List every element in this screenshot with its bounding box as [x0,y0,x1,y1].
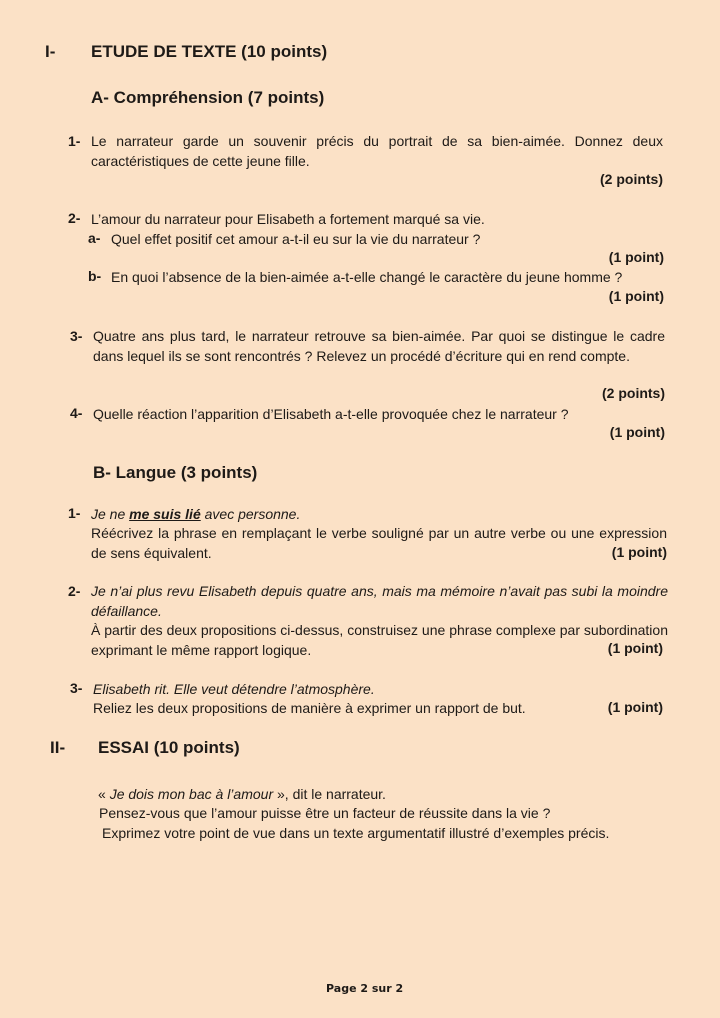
essay-quote: Je dois mon bac à l’amour [109,786,274,802]
essay-quote-open: « [98,786,110,802]
b-q1-points: (1 point) [611,544,667,560]
b-q1-number: 1- [68,505,81,521]
a-q2b-label: b- [88,268,102,284]
part-a-title: A- Compréhension (7 points) [91,88,325,107]
essay-instruction: Exprimez votre point de vue dans un texte argumentatif illustré d’exemples précis. [102,825,610,841]
essay-quote-close: », dit le narrateur. [273,786,386,802]
section-2-number: II- [50,738,66,757]
b-q3-sentence: Elisabeth rit. Elle veut détendre l’atmosphère. [93,681,375,697]
a-q2b-points: (1 point) [608,288,664,304]
section-1-number: I- [45,42,56,61]
b-q3-points: (1 point) [607,699,663,715]
b-q1-underlined-verb: me suis lié [129,506,201,522]
section-2-title: ESSAI (10 points) [98,738,240,757]
a-q1-number: 1- [68,133,81,149]
a-q1-text: Le narrateur garde un souvenir précis du portrait de sa bien-aimée. Donnez deux caractéristiques de cette jeune fille. [91,133,663,169]
essay-quote-line [98,785,386,804]
a-q3-points: (2 points) [602,385,665,401]
a-q1-points: (2 points) [600,171,663,187]
b-q1-sentence [91,505,300,524]
part-b-title: B- Langue (3 points) [93,463,258,482]
a-q2a-label: a- [88,230,101,246]
a-q4-points: (1 point) [609,424,665,440]
b-q2-number: 2- [68,583,81,599]
b-q3-instruction: Reliez les deux propositions de manière à exprimer un rapport de but. [93,700,526,716]
a-q3-text: Quatre ans plus tard, le narrateur retrouve sa bien-aimée. Par quoi se distingue le cadre dans lequel ils se sont rencontrés ? Relevez un procédé d’écriture qui en rend compte. [93,328,665,364]
b-q1-sentence-pre: Je ne [91,506,130,522]
a-q2a-points: (1 point) [608,249,664,265]
a-q2b-text: En quoi l’absence de la bien-aimée a-t-elle changé le caractère du jeune homme ? [111,269,623,285]
b-q3-number: 3- [70,680,83,696]
a-q2a-text: Quel effet positif cet amour a-t-il eu sur la vie du narrateur ? [111,231,481,247]
b-q1-instruction: Réécrivez la phrase en remplaçant le verbe souligné par un autre verbe ou une expression de sens équivalent. [91,525,667,561]
a-q2-number: 2- [68,210,81,226]
b-q2-sentence: Je n’ai plus revu Elisabeth depuis quatre ans, mais ma mémoire n’avait pas subi la moindre défaillance. [91,583,668,619]
section-1-title: ETUDE DE TEXTE (10 points) [91,42,328,61]
b-q1-sentence-post: avec personne. [200,506,301,522]
b-q2-points: (1 point) [607,640,663,656]
a-q2-text: L’amour du narrateur pour Elisabeth a fortement marqué sa vie. [91,211,485,227]
a-q4-text: Quelle réaction l’apparition d’Elisabeth a-t-elle provoquée chez le narrateur ? [93,406,569,422]
b-q2-instruction: À partir des deux propositions ci-dessus, construisez une phrase complexe par subordination exprimant le même rapport logique. [91,622,668,658]
a-q3-number: 3- [70,328,83,344]
essay-question: Pensez-vous que l’amour puisse être un facteur de réussite dans la vie ? [99,805,551,821]
a-q4-number: 4- [70,405,83,421]
page-number: Page 2 sur 2 [326,982,404,995]
